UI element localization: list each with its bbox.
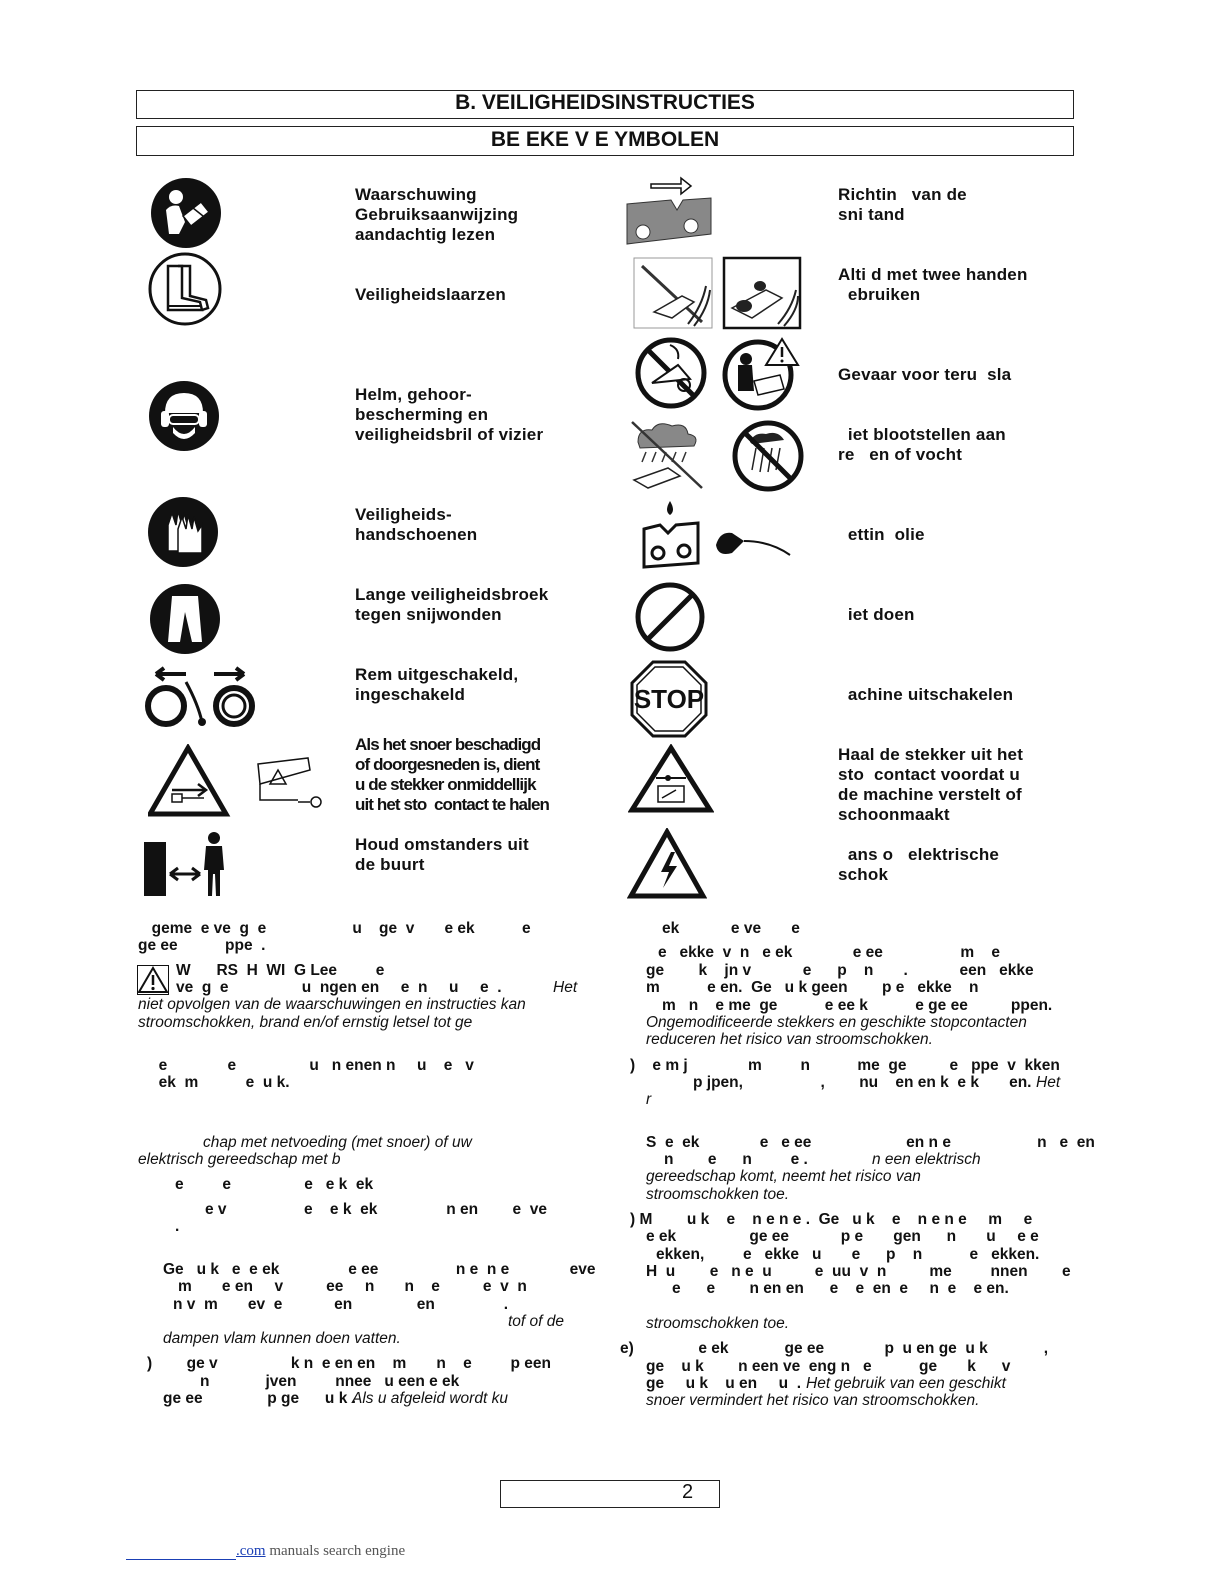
body-text: m e en. Ge u k geen p e ekke n	[646, 979, 979, 996]
cord-damage-warning-icon	[148, 744, 328, 818]
body-text: ekken, e ekke u e p n e ekken.	[656, 1246, 1040, 1263]
body-text: chap met netvoeding (met snoer) of uw	[203, 1134, 472, 1151]
safety-boots-icon	[148, 252, 222, 326]
body-text: ge u k n een ve eng n e ge k v	[646, 1358, 1011, 1375]
bystanders-icon	[142, 830, 232, 898]
footer-text: manuals search engine	[265, 1543, 406, 1559]
read-manual-icon	[149, 176, 223, 250]
symbol-label: ans o elektrische schok	[838, 845, 1000, 884]
electric-shock-icon	[627, 828, 707, 900]
symbol-label: Rem uitgeschakeld, ingeschakeld	[355, 665, 519, 704]
body-text: snoer vermindert het risico van stroomschokken.	[646, 1392, 980, 1409]
trousers-icon	[148, 582, 222, 656]
body-text: stroomschokken toe.	[646, 1186, 790, 1203]
section-subtitle: BE EKE V E YMBOLEN	[136, 126, 1074, 156]
body-text: reduceren het risico van stroomschokken.	[646, 1031, 933, 1048]
footer-link[interactable]: .com	[236, 1543, 266, 1559]
helmet-ear-protection-icon	[147, 379, 221, 453]
body-text: e ek ge ee p e gen n u e e	[646, 1228, 1039, 1245]
symbol-label: Houd omstanders uit de buurt	[355, 835, 529, 874]
svg-text:STOP: STOP	[633, 684, 705, 714]
body-text: ge ee p ge u k .	[163, 1390, 356, 1407]
symbol-label: Veiligheidslaarzen	[355, 285, 506, 304]
symbol-label: Als het snoer beschadigd of doorgesneden is, dient u de stekker onmiddellijk uit het sto contact te halen	[355, 735, 549, 814]
stop-icon	[630, 660, 708, 738]
symbol-label: iet blootstellen aan re en of vocht	[838, 425, 1006, 464]
body-text: m e en v ee n n e e v n	[178, 1278, 527, 1295]
body-text: ge u k u en u .	[646, 1375, 802, 1392]
body-text: e v e e k ek n en e ve	[205, 1201, 547, 1218]
body-text: .	[175, 1218, 180, 1235]
body-text: Het	[553, 979, 578, 996]
warning-heading: W RS H WI G Lee e	[176, 962, 385, 979]
oil-icon	[640, 497, 800, 569]
prohibited-icon	[634, 581, 706, 653]
symbol-label: Lange veiligheidsbroek tegen snijwonden	[355, 585, 549, 624]
body-text: Het gebruik van een geschikt	[806, 1375, 1006, 1392]
kickback-icon	[634, 335, 804, 411]
symbol-label: Gevaar voor teru sla	[838, 365, 1012, 384]
body-text: tof of de	[508, 1313, 565, 1330]
body-text: H u e n e u e uu v n me nnen e	[646, 1263, 1071, 1280]
body-text: p jpen, , nu en en k e k en.	[693, 1074, 1032, 1091]
body-text: ) M u k e n e n e . Ge u k e n e n e m e	[630, 1211, 1033, 1228]
unplug-icon	[628, 744, 714, 814]
symbol-label: achine uitschakelen	[838, 685, 1014, 704]
body-text: ve g e u ngen en e n u e .	[176, 979, 502, 996]
warning-triangle-icon	[137, 965, 169, 995]
symbol-label: Waarschuwing Gebruiksaanwijzing aandachtig lezen	[355, 185, 519, 244]
body-text: n e n e .	[664, 1151, 808, 1168]
body-text: niet opvolgen van de waarschuwingen en instructies kan	[138, 996, 526, 1013]
body-text: e e e e k ek	[175, 1176, 374, 1193]
body-text: stroomschokken toe.	[646, 1315, 790, 1332]
symbol-label: Veiligheids- handschoenen	[355, 505, 478, 544]
body-text: elektrisch gereedschap met b	[138, 1151, 341, 1168]
body-text: e) e ek ge ee p u en ge u k ,	[620, 1340, 1049, 1357]
body-text: n jven nnee u een e ek	[200, 1373, 460, 1390]
footer	[236, 1543, 405, 1560]
body-text: S e ek e e ee en n e n e en	[646, 1134, 1095, 1151]
page-number: 2	[682, 1481, 694, 1503]
body-text: e e u n enen n u e v	[150, 1057, 474, 1074]
rain-icon	[628, 418, 812, 492]
body-text: gereedschap komt, neemt het risico van	[646, 1168, 921, 1185]
two-hands-icon	[632, 256, 802, 330]
footer-link-underline	[126, 1559, 236, 1560]
body-text: r	[646, 1091, 652, 1108]
body-text: n v m ev e en en .	[173, 1296, 509, 1313]
symbol-label: Richtin van de sni tand	[838, 185, 967, 224]
gloves-icon	[146, 495, 220, 569]
brake-icon	[140, 664, 260, 730]
body-text: stroomschokken, brand en/of ernstig letsel tot ge	[138, 1014, 473, 1031]
body-text: dampen vlam kunnen doen vatten.	[163, 1330, 401, 1347]
body-text: ) e m j m n me ge e ppe v kken	[630, 1057, 1060, 1074]
body-text: Ongemodificeerde stekkers en geschikte stopcontacten	[646, 1014, 1027, 1031]
body-text: geme e ve g e u ge v e ek e	[143, 920, 531, 937]
body-text: n een elektrisch	[872, 1151, 981, 1168]
body-text: ek e ve e	[662, 920, 800, 937]
body-text: Het	[1036, 1074, 1061, 1091]
symbol-label: Haal de stekker uit het sto contact voordat u de machine verstelt of schoonmaakt	[838, 745, 1024, 824]
chain-direction-icon	[625, 174, 713, 250]
symbol-label: Alti d met twee handen ebruiken	[838, 265, 1028, 304]
body-text: e ekke v n e ek e ee m e	[658, 944, 1001, 961]
section-title: B. VEILIGHEIDSINSTRUCTIES	[136, 90, 1074, 119]
body-text: Als u afgeleid wordt ku	[352, 1390, 508, 1407]
body-text: m n e me ge e ee k e ge ee ppen.	[662, 997, 1053, 1014]
body-text: ge ee ppe .	[138, 937, 266, 954]
body-text: ek m e u k.	[150, 1074, 290, 1091]
body-text: e e n en en e e en e n e e en.	[672, 1280, 1009, 1297]
symbol-label: ettin olie	[838, 525, 925, 544]
body-text: ) ge v k n e en en m n e p een	[147, 1355, 551, 1372]
body-text: ge k jn v e p n . een ekke	[646, 962, 1034, 979]
symbol-label: Helm, gehoor- bescherming en veiligheidsbril of vizier	[355, 385, 544, 444]
symbol-label: iet doen	[838, 605, 915, 624]
body-text: Ge u k e e ek e ee n e n e eve	[163, 1261, 596, 1278]
